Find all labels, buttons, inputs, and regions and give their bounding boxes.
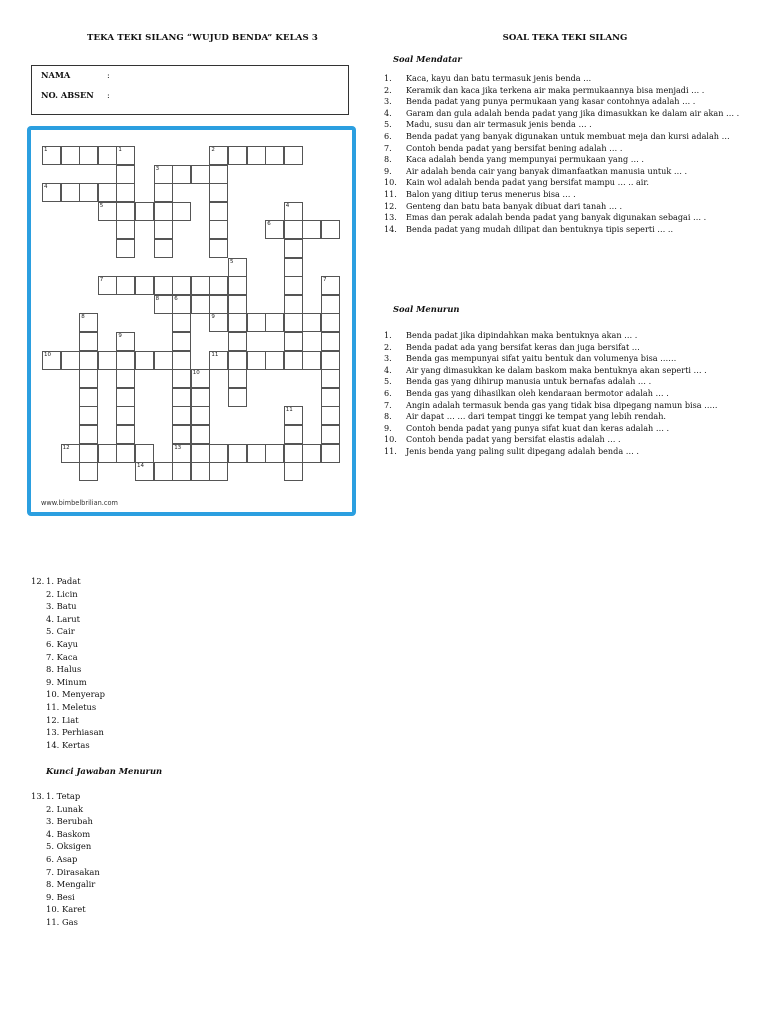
crossword-cell[interactable]	[79, 332, 98, 351]
menurun-clue	[384, 365, 756, 377]
clue-text: Benda gas yang dihasilkan oleh kendaraan bermotor adalah … .	[406, 387, 669, 398]
crossword-cell[interactable]	[209, 146, 228, 165]
mendatar-clue	[384, 212, 756, 224]
crossword-cell[interactable]	[116, 146, 135, 165]
clue-index: 8.	[384, 411, 392, 422]
absen-row	[41, 90, 110, 100]
answer-item: 5. Oksigen	[46, 841, 92, 852]
crossword-cell[interactable]	[61, 146, 80, 165]
crossword-cell[interactable]	[209, 220, 228, 239]
answer-item: 7. Dirasakan	[46, 866, 100, 877]
crossword-cell[interactable]	[321, 369, 340, 388]
crossword-cell[interactable]	[228, 369, 247, 388]
answer-item: 1. Tetap	[46, 791, 81, 801]
menurun-heading: Soal Menurun	[393, 304, 460, 314]
answer-item: 4. Baskom	[46, 828, 91, 839]
crossword-cell[interactable]	[265, 351, 284, 370]
crossword-cell[interactable]	[154, 165, 173, 184]
crossword-cell[interactable]	[116, 202, 135, 221]
answer-item: 6. Kayu	[46, 638, 79, 649]
crossword-cell[interactable]	[172, 444, 191, 463]
clue-text: Kain wol adalah benda padat yang bersifat mampu … .. air.	[406, 177, 649, 188]
crossword-cell[interactable]	[154, 183, 173, 202]
answer-item: 12. Liat	[46, 714, 79, 725]
menurun-clue	[384, 342, 756, 354]
clue-number: 1	[44, 147, 48, 153]
answer-item: 13. Perhiasan	[46, 727, 104, 738]
crossword-cell[interactable]	[191, 406, 210, 425]
mendatar-clue	[384, 108, 756, 120]
crossword-cell[interactable]	[172, 165, 191, 184]
crossword-cell[interactable]	[79, 183, 98, 202]
crossword-cell[interactable]	[79, 388, 98, 407]
clue-index: 4.	[384, 107, 392, 118]
menurun-clue	[384, 353, 756, 365]
crossword-cell[interactable]	[154, 276, 173, 295]
answer-item: 11. Gas	[46, 916, 78, 927]
crossword-cell[interactable]	[172, 276, 191, 295]
clue-text: Garam dan gula adalah benda padat yang jika dimasukkan ke dalam air akan … .	[406, 107, 740, 118]
clue-number: 4	[285, 202, 290, 209]
crossword-cell[interactable]	[98, 202, 117, 221]
crossword-cell[interactable]	[191, 425, 210, 444]
crossword-cell[interactable]	[228, 388, 247, 407]
clue-text: Contoh benda padat yang bersifat elastis adalah … .	[406, 434, 621, 445]
crossword-cell[interactable]	[209, 183, 228, 202]
crossword-cell[interactable]	[116, 239, 135, 258]
menurun-clue	[384, 446, 756, 458]
crossword-cell[interactable]	[209, 239, 228, 258]
watermark-text: www.bimbelbrilian.com	[41, 499, 118, 507]
clue-number: 8	[81, 314, 85, 321]
crossword-cell[interactable]	[228, 332, 247, 351]
crossword-cell[interactable]	[135, 462, 154, 481]
answer-item: 6. Asap	[46, 853, 78, 864]
crossword-cell[interactable]	[265, 146, 284, 165]
clue-text: Benda padat yang punya permukaan yang kasar contohnya adalah … .	[406, 96, 696, 107]
clue-text: Genteng dan batu bata banyak dibuat dari tanah … .	[406, 200, 623, 211]
crossword-cell[interactable]	[98, 183, 117, 202]
clue-index: 3.	[384, 96, 392, 107]
menurun-clue	[384, 400, 756, 412]
crossword-cell[interactable]	[172, 313, 191, 332]
crossword-cell[interactable]	[154, 462, 173, 481]
crossword-cell[interactable]	[135, 351, 154, 370]
clue-index: 11.	[384, 188, 397, 199]
crossword-cell[interactable]	[116, 406, 135, 425]
clue-index: 9.	[384, 422, 392, 433]
crossword-cell[interactable]	[265, 220, 284, 239]
crossword-cell[interactable]	[284, 258, 303, 277]
crossword-cell[interactable]	[191, 295, 210, 314]
clue-text: Contoh benda padat yang bersifat bening adalah … .	[406, 142, 623, 153]
crossword-cell[interactable]	[135, 444, 154, 463]
crossword-cell[interactable]	[321, 220, 340, 239]
answers-mendatar-list	[46, 575, 105, 751]
clue-index: 11.	[384, 445, 397, 456]
identity-box	[31, 65, 349, 115]
mendatar-clue	[384, 119, 756, 131]
crossword-cell[interactable]	[321, 425, 340, 444]
crossword-cell[interactable]	[228, 313, 247, 332]
menurun-clue	[384, 434, 756, 446]
clue-text: Jenis benda yang paling sulit dipegang adalah benda … .	[406, 445, 639, 456]
answers-menurun	[31, 790, 100, 929]
mendatar-clue	[384, 131, 756, 143]
answer-item: 3. Berubah	[46, 816, 93, 827]
crossword-cell[interactable]	[98, 444, 117, 463]
clue-number: 6	[267, 221, 271, 228]
clue-number: 6	[174, 295, 178, 302]
crossword-cell[interactable]	[284, 276, 303, 295]
mendatar-clue	[384, 189, 756, 201]
crossword-cell[interactable]	[284, 332, 303, 351]
crossword-cell[interactable]	[116, 165, 135, 184]
clue-text: Benda padat ada yang bersifat keras dan juga bersifat …	[406, 341, 640, 352]
clue-text: Balon yang ditiup terus menerus bisa … .	[406, 188, 576, 199]
menurun-clue-list	[384, 330, 756, 458]
clue-index: 3.	[384, 353, 392, 364]
crossword-cell[interactable]	[321, 406, 340, 425]
clue-index: 6.	[384, 130, 392, 141]
answer-item: 2. Licin	[46, 588, 78, 599]
clue-index: 14.	[384, 223, 397, 234]
answers-mendatar	[31, 575, 105, 751]
crossword-cell[interactable]	[61, 444, 80, 463]
crossword-cell[interactable]	[284, 462, 303, 481]
clue-number: 9	[118, 333, 122, 339]
crossword-cell[interactable]	[154, 220, 173, 239]
crossword-cell[interactable]	[247, 313, 266, 332]
crossword-cell[interactable]	[79, 351, 98, 370]
mendatar-clue	[384, 177, 756, 189]
menurun-clue	[384, 388, 756, 400]
crossword-cell[interactable]	[172, 332, 191, 351]
crossword-cell[interactable]	[79, 369, 98, 388]
crossword-cell[interactable]	[228, 146, 247, 165]
crossword-cell[interactable]	[302, 444, 321, 463]
clue-number: 5	[230, 258, 234, 265]
mendatar-clue	[384, 143, 756, 155]
answer-item: 8. Halus	[46, 664, 82, 675]
crossword-cell[interactable]	[116, 220, 135, 239]
crossword-cell[interactable]	[209, 165, 228, 184]
crossword-cell[interactable]	[172, 369, 191, 388]
crossword-cell[interactable]	[116, 276, 135, 295]
crossword-frame	[27, 126, 356, 516]
crossword-cell[interactable]	[172, 425, 191, 444]
crossword-cell[interactable]	[154, 351, 173, 370]
crossword-cell[interactable]	[247, 146, 266, 165]
answer-item: 2. Lunak	[46, 803, 84, 814]
mendatar-clue	[384, 154, 756, 166]
crossword-cell[interactable]	[61, 351, 80, 370]
crossword-cell[interactable]	[247, 444, 266, 463]
crossword-cell[interactable]	[79, 425, 98, 444]
answer-item: 3. Batu	[46, 601, 77, 612]
answer-item: 1. Padat	[46, 576, 81, 586]
answer-item: 7. Kaca	[46, 651, 78, 662]
clue-index: 4.	[384, 364, 392, 375]
crossword-cell[interactable]	[116, 351, 135, 370]
menurun-clue	[384, 411, 756, 423]
crossword-cell[interactable]	[191, 369, 210, 388]
clue-number: 9	[211, 314, 215, 321]
kunci-menurun-heading: Kunci Jawaban Menurun	[46, 766, 163, 776]
mendatar-clue-list	[384, 73, 756, 235]
crossword-cell[interactable]	[42, 351, 61, 370]
clue-text: Kaca, kayu dan batu termasuk jenis benda …	[406, 73, 592, 83]
crossword-cell[interactable]	[42, 183, 61, 202]
clue-text: Angin adalah termasuk benda gas yang tidak bisa dipegang namun bisa …..	[406, 399, 718, 410]
crossword-cell[interactable]	[228, 444, 247, 463]
crossword-cell[interactable]	[284, 295, 303, 314]
clue-index: 2.	[384, 341, 392, 352]
clue-text: Keramik dan kaca jika terkena air maka permukaannya bisa menjadi … .	[406, 84, 705, 95]
crossword-cell[interactable]	[209, 462, 228, 481]
clue-index: 2.	[384, 84, 392, 95]
clue-text: Air dapat … … dari tempat tinggi ke tempat yang lebih rendah.	[406, 411, 666, 422]
answer-item: 14. Kertas	[46, 739, 90, 750]
crossword-cell[interactable]	[321, 444, 340, 463]
answers-menurun-list	[46, 790, 100, 929]
crossword-cell[interactable]	[284, 351, 303, 370]
name-label: NAMA	[41, 70, 71, 80]
crossword-cell[interactable]	[284, 425, 303, 444]
clue-number: 7	[323, 277, 327, 284]
clue-index: 10.	[384, 434, 397, 445]
clue-index: 13.	[384, 212, 397, 223]
clue-index: 10.	[384, 177, 397, 188]
crossword-cell[interactable]	[191, 462, 210, 481]
clue-number: 4	[44, 184, 48, 191]
crossword-cell[interactable]	[321, 313, 340, 332]
answer-item: 9. Minum	[46, 676, 87, 687]
answers-menurun-lead: 13.	[31, 791, 45, 801]
clue-index: 9.	[384, 165, 392, 176]
crossword-cell[interactable]	[172, 351, 191, 370]
clue-number: 11	[285, 407, 293, 414]
crossword-cell[interactable]	[284, 202, 303, 221]
crossword-cell[interactable]	[172, 462, 191, 481]
crossword-cell[interactable]	[247, 351, 266, 370]
clue-index: 8.	[384, 154, 392, 165]
clue-number: 12	[62, 444, 70, 451]
mendatar-clue	[384, 96, 756, 108]
crossword-cell[interactable]	[284, 313, 303, 332]
crossword-cell[interactable]	[172, 388, 191, 407]
clue-number: 7	[99, 277, 104, 284]
clue-text: Benda padat yang mudah dilipat dan bentuknya tipis seperti … ..	[406, 223, 674, 234]
clue-index: 5.	[384, 119, 392, 130]
clue-index: 7.	[384, 142, 392, 153]
mendatar-clue	[384, 166, 756, 178]
crossword-cell[interactable]	[321, 351, 340, 370]
crossword-cell[interactable]	[154, 295, 173, 314]
crossword-cell[interactable]	[116, 369, 135, 388]
clue-text: Air yang dimasukkan ke dalam baskom maka bentuknya akan seperti … .	[406, 364, 707, 375]
mendatar-heading: Soal Mendatar	[393, 54, 462, 64]
clue-text: Benda padat yang banyak digunakan untuk membuat meja dan kursi adalah …	[406, 130, 730, 141]
worksheet-title: TEKA TEKI SILANG “WUJUD BENDA” KELAS 3	[86, 33, 319, 43]
crossword-cell[interactable]	[154, 202, 173, 221]
crossword-cell[interactable]	[42, 146, 61, 165]
crossword-cell[interactable]	[79, 146, 98, 165]
crossword-cell[interactable]	[172, 295, 191, 314]
crossword-cell[interactable]	[154, 239, 173, 258]
clue-number: 10	[192, 370, 200, 377]
clue-index: 5.	[384, 376, 392, 387]
mendatar-clue	[384, 201, 756, 213]
clue-index: 1.	[384, 73, 392, 83]
crossword-grid	[31, 130, 351, 512]
crossword-cell[interactable]	[209, 202, 228, 221]
crossword-cell[interactable]	[209, 313, 228, 332]
crossword-cell[interactable]	[98, 146, 117, 165]
clue-number: 5	[99, 202, 104, 209]
crossword-cell[interactable]	[191, 444, 210, 463]
crossword-cell[interactable]	[228, 276, 247, 295]
absen-colon: :	[107, 90, 110, 100]
crossword-cell[interactable]	[228, 258, 247, 277]
crossword-cell[interactable]	[321, 295, 340, 314]
crossword-cell[interactable]	[135, 276, 154, 295]
clue-number: 13	[174, 444, 182, 451]
crossword-cell[interactable]	[135, 202, 154, 221]
answer-item: 10. Karet	[46, 904, 86, 915]
menurun-clue	[384, 423, 756, 435]
crossword-cell[interactable]	[265, 444, 284, 463]
clue-number: 10	[44, 351, 51, 358]
clue-text: Emas dan perak adalah benda padat yang banyak digunakan sebagai … .	[406, 212, 707, 223]
clue-index: 12.	[384, 200, 397, 211]
clue-index: 1.	[384, 330, 392, 340]
mendatar-clue	[384, 224, 756, 236]
absen-label: NO. ABSEN	[41, 90, 94, 100]
clue-number: 8	[155, 295, 160, 302]
clue-text: Air adalah benda cair yang banyak dimanfaatkan manusia untuk … .	[406, 165, 688, 176]
crossword-cell[interactable]	[116, 332, 135, 351]
answer-item: 10. Menyerap	[46, 689, 105, 700]
crossword-cell[interactable]	[284, 239, 303, 258]
crossword-cell[interactable]	[209, 444, 228, 463]
clue-index: 7.	[384, 399, 392, 410]
crossword-cell[interactable]	[284, 220, 303, 239]
crossword-cell[interactable]	[321, 332, 340, 351]
answer-item: 11. Meletus	[46, 701, 97, 712]
crossword-cell[interactable]	[98, 351, 117, 370]
crossword-cell[interactable]	[191, 388, 210, 407]
crossword-cell[interactable]	[302, 351, 321, 370]
crossword-cell[interactable]	[265, 313, 284, 332]
crossword-cell[interactable]	[79, 313, 98, 332]
clue-number: 14	[137, 463, 144, 470]
mendatar-clue	[384, 85, 756, 97]
clue-number: 1	[118, 147, 122, 153]
menurun-clue	[384, 376, 756, 388]
crossword-cell[interactable]	[321, 388, 340, 407]
crossword-cell[interactable]	[61, 183, 80, 202]
crossword-cell[interactable]	[209, 295, 228, 314]
clue-text: Benda padat jika dipindahkan maka bentuknya akan … .	[406, 330, 638, 340]
crossword-cell[interactable]	[191, 276, 210, 295]
crossword-cell[interactable]	[228, 295, 247, 314]
name-row	[41, 70, 110, 80]
clue-number: 11	[211, 351, 219, 358]
crossword-cell[interactable]	[116, 183, 135, 202]
name-colon: :	[107, 70, 110, 80]
crossword-cell[interactable]	[228, 351, 247, 370]
crossword-cell[interactable]	[321, 276, 340, 295]
clue-number: 2	[211, 147, 215, 153]
crossword-cell[interactable]	[302, 220, 321, 239]
crossword-cell[interactable]	[79, 406, 98, 425]
answer-item: 4. Larut	[46, 613, 80, 624]
menurun-clue	[384, 330, 756, 342]
answer-item: 5. Cair	[46, 626, 75, 637]
crossword-cell[interactable]	[172, 406, 191, 425]
questions-title: SOAL TEKA TEKI SILANG	[502, 33, 628, 43]
crossword-cell[interactable]	[284, 406, 303, 425]
crossword-cell[interactable]	[284, 146, 303, 165]
crossword-cell[interactable]	[284, 444, 303, 463]
crossword-cell[interactable]	[116, 388, 135, 407]
crossword-cell[interactable]	[79, 462, 98, 481]
clue-text: Contoh benda padat yang punya sifat kuat dan keras adalah … .	[406, 422, 670, 433]
crossword-cell[interactable]	[116, 425, 135, 444]
crossword-cell[interactable]	[172, 202, 191, 221]
clue-text: Kaca adalah benda yang mempunyai permukaan yang … .	[406, 154, 644, 165]
clue-text: Benda gas yang dihirup manusia untuk bernafas adalah … .	[406, 376, 652, 387]
crossword-cell[interactable]	[209, 276, 228, 295]
clue-text: Madu, susu dan air termasuk jenis benda … .	[406, 119, 592, 130]
crossword-cell[interactable]	[116, 444, 135, 463]
clue-number: 3	[155, 165, 160, 172]
mendatar-clue	[384, 73, 756, 85]
crossword-cell[interactable]	[191, 165, 210, 184]
crossword-cell[interactable]	[209, 351, 228, 370]
crossword-cell[interactable]	[98, 276, 117, 295]
crossword-cell[interactable]	[302, 313, 321, 332]
answers-mendatar-lead: 12.	[31, 576, 45, 586]
answer-item: 9. Besi	[46, 891, 75, 902]
clue-text: Benda gas mempunyai sifat yaitu bentuk dan volumenya bisa ……	[406, 353, 677, 364]
crossword-cell[interactable]	[79, 444, 98, 463]
answer-item: 8. Mengalir	[46, 879, 96, 890]
clue-index: 6.	[384, 387, 392, 398]
